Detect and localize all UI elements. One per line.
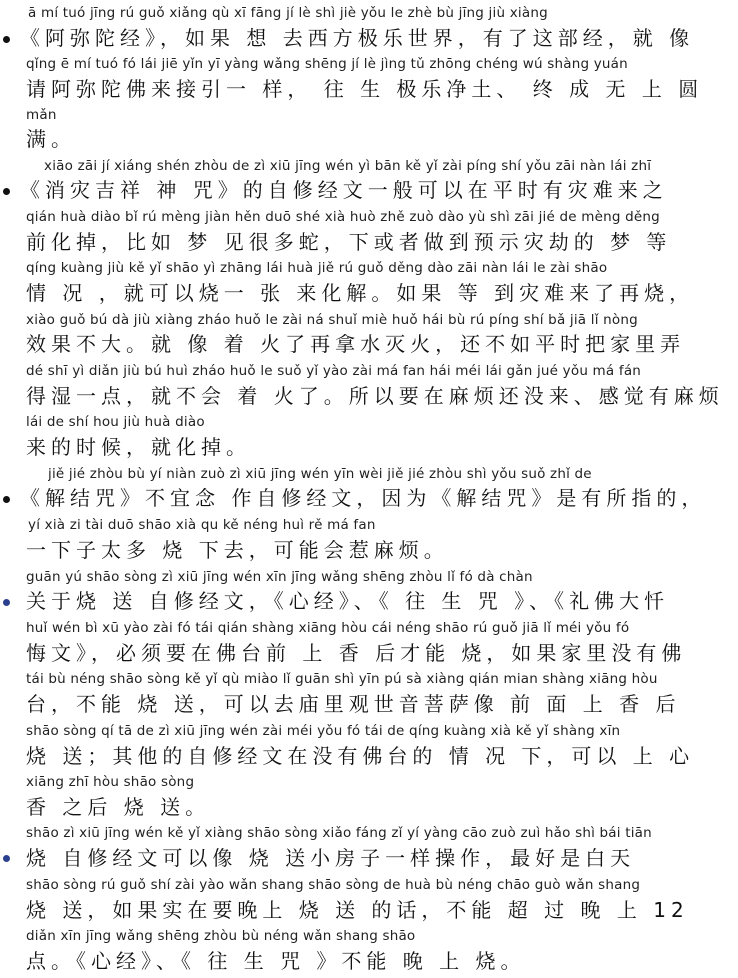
bullet-point xyxy=(3,36,10,43)
pinyin-line: lái de shí hou jiù huà diào xyxy=(26,414,205,430)
text-line: 《阿弥陀经》，如果 想 去西方极乐世界，有了这部经，就 像 xyxy=(20,26,695,50)
pinyin-line: ā mí tuó jīng rú guǒ xiǎng qù xī fāng jí lè shì jiè yǒu le zhè bù jīng jiù xiàng xyxy=(28,5,548,21)
text-line: 点。《心经》、《 往 生 咒 》不能 晚 上 烧。 xyxy=(26,949,526,973)
text-line: 一下子太多 烧 下去，可能会惹麻烦。 xyxy=(26,538,449,562)
bullet-point xyxy=(3,188,10,195)
pinyin-line: yí xià zi tài duō shāo xià qu kě néng huì rě má fan xyxy=(28,517,376,533)
text-line: 来的时候，就化掉。 xyxy=(26,435,251,459)
text-line: 得湿一点，就不会 着 火了。所以要在麻烦还没来、感觉有麻烦 xyxy=(26,384,724,408)
text-line: 台，不能 烧 送，可以去庙里观世音菩萨像 前 面 上 香 后 xyxy=(26,692,681,716)
pinyin-line: shāo sòng rú guǒ shí zài yào wǎn shang shāo sòng de huà bù néng chāo guò wǎn shang xyxy=(26,877,641,893)
bullet-point xyxy=(3,599,10,606)
pinyin-line: diǎn xīn jīng wǎng shēng zhòu bù néng wǎn shang shāo xyxy=(26,928,416,944)
text-line: 《解结咒》不宜念 作自修经文，因为《解结咒》是有所指的， xyxy=(20,486,707,510)
text-line: 烧 送；其他的自修经文在没有佛台的 情 况 下，可以 上 心 xyxy=(26,744,695,768)
pinyin-line: guān yú shāo sòng zì xiū jīng wén xīn jīng wǎng shēng zhòu lǐ fó dà chàn xyxy=(26,569,533,585)
text-line: 烧 送，如果实在要晚上 烧 送 的话，不能 超 过 晚 上 12 xyxy=(26,898,689,922)
pinyin-line: mǎn xyxy=(26,107,57,123)
pinyin-line: dé shī yì diǎn jiù bú huì zháo huǒ le suǒ yǐ yào zài má fan hái méi lái gǎn jué yǒu má fán xyxy=(26,363,642,379)
bullet-point xyxy=(3,496,10,503)
pinyin-line: shāo sòng qí tā de zì xiū jīng wén zài méi yǒu fó tái de qíng kuàng xià kě yǐ shàng xīn xyxy=(26,723,621,739)
pinyin-line: huǐ wén bì xū yào zài fó tái qián shàng xiāng hòu cái néng shāo rú guǒ jiā lǐ méi yǒu fó xyxy=(26,620,630,636)
text-line: 情 况 ，就可以烧一 张 来化解。如果 等 到灾难来了再烧， xyxy=(26,281,695,305)
text-line: 香 之后 烧 送。 xyxy=(26,795,211,819)
pinyin-line: qián huà diào bǐ rú mèng jiàn hěn duō shé xià huò zhě zuò dào yù shì zāi jié de mèng děng xyxy=(26,209,660,225)
text-line: 效果不大。就 像 着 火了再拿水灭火，还不如平时把家里弄 xyxy=(26,332,686,356)
pinyin-line: qǐng ē mí tuó fó lái jiē yǐn yī yàng wǎng shēng jí lè jìng tǔ zhōng chéng wú shàng yuán xyxy=(26,56,628,72)
pinyin-line: jiě jié zhòu bù yí niàn zuò zì xiū jīng wén yīn wèi jiě jié zhòu shì yǒu suǒ zhǐ de xyxy=(48,466,592,482)
text-line: 前化掉，比如 梦 见很多蛇，下或者做到预示灾劫的 梦 等 xyxy=(26,230,672,254)
text-line: 满。 xyxy=(26,127,76,151)
pinyin-line: xiāng zhī hòu shāo sòng xyxy=(26,774,195,790)
pinyin-line: qíng kuàng jiù kě yǐ shāo yì zhāng lái huà jiě rú guǒ děng dào zāi nàn lái le zài shāo xyxy=(26,260,608,276)
pinyin-line: tái bù néng shāo sòng kě yǐ qù miào lǐ guān shì yīn pú sà xiàng qián mian shàng xiāng hòu xyxy=(26,671,658,687)
pinyin-line: shāo zì xiū jīng wén kě yǐ xiàng shāo sòng xiǎo fáng zǐ yí yàng cāo zuò zuì hǎo shì bái tiān xyxy=(26,825,652,841)
text-line: 关于烧 送 自修经文，《心经》、《 往 生 咒 》、《礼佛大忏 xyxy=(26,589,670,613)
pinyin-line: xiào guǒ bú dà jiù xiàng zháo huǒ le zài ná shuǐ miè huǒ hái bù rú píng shí bǎ jiā lǐ nòng xyxy=(26,312,638,328)
pinyin-line: xiāo zāi jí xiáng shén zhòu de zì xiū jīng wén yì bān kě yǐ zài píng shí yǒu zāi nàn lái zhī xyxy=(44,158,652,174)
text-line: 烧 自修经文可以像 烧 送小房子一样操作，最好是白天 xyxy=(26,846,636,870)
text-line: 请阿弥陀佛来接引一 样， 往 生 极乐净土、 终 成 无 上 圆 xyxy=(26,77,704,101)
text-line: 悔文》，必须要在佛台前 上 香 后才能 烧，如果家里没有佛 xyxy=(26,641,687,665)
text-line: 《消灾吉祥 神 咒》的自修经文一般可以在平时有灾难来之 xyxy=(20,178,668,202)
bullet-point xyxy=(3,855,10,862)
